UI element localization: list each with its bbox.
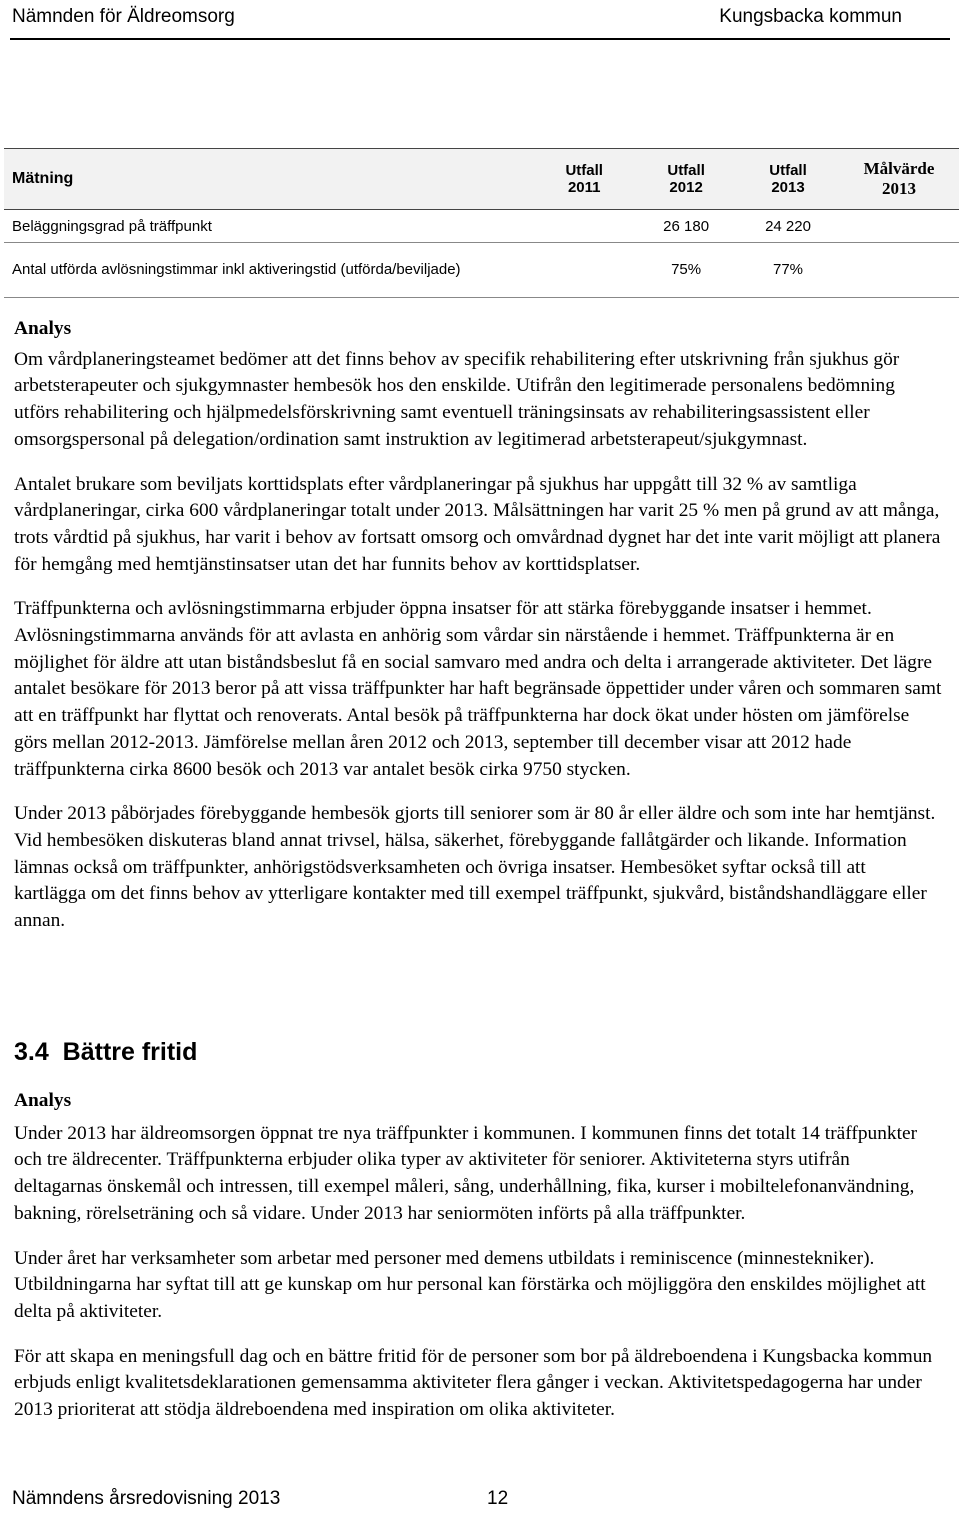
- section-title: Bättre fritid: [62, 1038, 198, 1066]
- column-header-utfall-2011: Utfall 2011: [533, 149, 635, 210]
- table-cell-2012: 75%: [635, 243, 737, 298]
- table-cell-2011: [533, 243, 635, 298]
- table-cell-2013: 24 220: [737, 210, 839, 243]
- analys-heading: Analys: [14, 1090, 72, 1111]
- table-cell-metric: Beläggningsgrad på träffpunkt: [4, 210, 533, 243]
- table-row: [4, 243, 959, 298]
- paragraph: För att skapa en meningsfull dag och en bättre fritid för de personer som bor på äldreboendena i Kungsbacka kommun erbjuds enligt kvalitetsdeklarationen gemensamma aktiviteter flera gånger i veckan. Aktivitetspedagogerna har under 2013 prioriterat att stödja äldreboendena med inspiration om olika aktiviteter.: [14, 1345, 933, 1421]
- paragraph: Antalet brukare som beviljats korttidsplats efter vårdplaneringar på sjukhus har uppgått till 32 % av samtliga vårdplaneringar, cirka 600 vårdplaneringar totalt under 2013. Målsättningen har varit 25 % men på grund av att många, trots vårdtid på sjukhus, har varit i behov av fortsatt omsorg och omvårdnad dygnet har det inte varit möjligt att planera för hemgång med hemtjänstinsatser utan det har funnits behov av korttidsplatser.: [14, 473, 941, 575]
- section-heading: [14, 1038, 197, 1067]
- paragraph: Under 2013 påbörjades förebyggande hembesök gjorts till seniorer som är 80 år eller äldre och som inte har hemtjänst. Vid hembesöken diskuteras bland annat trivsel, hälsa, säkerhet, förebyggande fallåtgärder och likande. Information lämnas också om träffpunkter, anhörigstödsverksamheten och övriga insatser. Hembesöket syftar också till att kartlägga om det finns behov av ytterligare kontakter med till exempel träffpunkt, sjukvård, biståndshandläggare eller annan.: [14, 803, 936, 932]
- analys-section-2: [14, 1088, 942, 1424]
- measurement-table: [4, 148, 959, 298]
- table-cell-target: [839, 243, 959, 298]
- table-cell-metric: Antal utförda avlösningstimmar inkl aktiveringstid (utförda/beviljade): [4, 243, 533, 298]
- table-header-row: [4, 149, 959, 210]
- analys-heading: Analys: [14, 318, 72, 339]
- column-header-utfall-2012: Utfall 2012: [635, 149, 737, 210]
- paragraph: Under året har verksamheter som arbetar med personer med demens utbildats i reminiscence (minnestekniker). Utbildningarna har syftat till att ge kunskap om hur personal kan förstärka och möjliggöra den enskildes möjlighet att delta på aktiviteter.: [14, 1247, 926, 1322]
- page-number: 12: [487, 1488, 509, 1509]
- header-committee: Nämnden för Äldreomsorg: [12, 6, 235, 27]
- analys-section-1: [14, 316, 942, 935]
- table-cell-2012: 26 180: [635, 210, 737, 243]
- table-cell-2013: 77%: [737, 243, 839, 298]
- column-header-utfall-2013: Utfall 2013: [737, 149, 839, 210]
- section-number: 3.4: [14, 1038, 49, 1066]
- header-divider: [10, 38, 950, 40]
- column-header-matning: Mätning: [4, 149, 533, 210]
- table-row: [4, 210, 959, 243]
- paragraph: Träffpunkterna och avlösningstimmarna erbjuder öppna insatser för att stärka förebyggande insatser i hemmet. Avlösningstimmarna används för att avlasta en anhörig som vårdar sin närstående i hemmet. Träffpunkterna är en möjlighet för äldre att utan biståndsbeslut få en social samvaro med andra och delta i arrangerade aktiviteter. Det lägre antalet besökare för 2013 beror på att vissa träffpunkter har haft begränsade öppettider under våren och sommaren samt att en träffpunkt har flyttat och renoverats. Antal besök på träffpunkterna har dock ökat under hösten om jämförelse görs mellan 2012-2013. Jämförelse mellan åren 2012 och 2013, september till december visar att 2012 hade träffpunkterna cirka 8600 besök och 2013 var antalet besök cirka 9750 stycken.: [14, 598, 942, 780]
- paragraph: Under 2013 har äldreomsorgen öppnat tre nya träffpunkter i kommunen. I kommunen finns det totalt 14 träffpunkter och tre äldrecenter. Träffpunkterna erbjuder olika typer av aktiviteter för seniorer. Aktiviteterna styrs utifrån deltagarnas önskemål och intressen, till exempel måleri, sång, underhållning, fika, kurser i mobiltelefonanvändning, bakning, rörelseträning och så vidare. Under 2013 har seniormöten införts på alla träffpunkter.: [14, 1122, 918, 1224]
- table-cell-2011: [533, 210, 635, 243]
- footer-title: Nämndens årsredovisning 2013: [12, 1488, 281, 1509]
- header-municipality: Kungsbacka kommun: [719, 6, 902, 27]
- table-cell-target: [839, 210, 959, 243]
- paragraph: Om vårdplaneringsteamet bedömer att det finns behov av specifik rehabilitering efter utskrivning från sjukhus gör arbetsterapeuter och sjukgymnaster hembesök hos den enskilde. Utifrån den legitimerade personalens bedömning utförs rehabilitering och hjälpmedelsförskrivning samt eventuell träningsinsats av rehabiliteringsassistent eller omsorgspersonal på delegation/ordination samt instruktion av legitimerad arbetsterapeut/sjukgymnast.: [14, 348, 900, 450]
- column-header-malvarde-2013: Målvärde 2013: [839, 149, 959, 210]
